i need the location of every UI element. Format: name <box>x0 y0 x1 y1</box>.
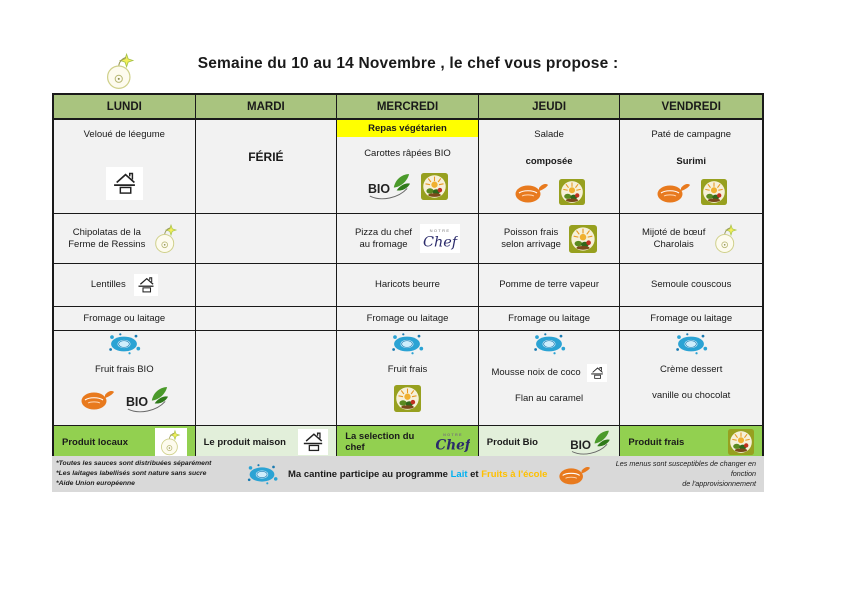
menu-item: Mijoté de bœuf <box>642 226 706 238</box>
menu-item: Haricots beurre <box>375 279 440 291</box>
milk-program-splat-icon <box>674 332 708 356</box>
homemade-icon <box>134 274 158 296</box>
program-lait: Lait <box>450 468 468 480</box>
cell-mercredi-plat <box>337 214 479 264</box>
local-product-icon <box>713 223 740 254</box>
cell-mardi-side <box>196 264 338 307</box>
program-fruits: Fruits à l'école <box>481 468 548 480</box>
bio-icon <box>569 429 611 456</box>
local-product-icon <box>153 223 180 254</box>
cell-mercredi-entree <box>337 120 479 214</box>
cell-vendredi-entree <box>620 120 762 214</box>
cell-lundi-side <box>54 264 196 307</box>
program-statement <box>246 462 591 487</box>
program-et: et <box>470 468 479 480</box>
legend-local <box>54 426 196 458</box>
cell-mercredi-fromage <box>337 307 479 331</box>
menu-item: Pizza du chef <box>354 226 413 238</box>
cell-lundi-dessert <box>54 331 196 426</box>
menu-table <box>52 93 764 460</box>
day-header-mercredi: MERCREDI <box>337 95 479 120</box>
chef-selection-icon <box>436 429 470 455</box>
menu-item: Surimi <box>676 155 706 167</box>
legend-label: Produit frais <box>628 436 685 448</box>
footer-bar <box>52 456 764 492</box>
bio-icon <box>125 385 169 414</box>
day-header-jeudi: JEUDI <box>479 95 621 120</box>
cell-mercredi-side <box>337 264 479 307</box>
program-prefix: Ma cantine participe au programme <box>288 468 448 480</box>
milk-program-splat-icon <box>390 332 424 356</box>
menu-item: Pomme de terre vapeur <box>499 279 599 291</box>
menu-item: composée <box>525 155 573 167</box>
cell-jeudi-entree <box>479 120 621 214</box>
legend-label: Produit locaux <box>62 436 128 448</box>
menu-item: Carottes râpées BIO <box>364 148 451 159</box>
legend-label: Produit Bio <box>486 436 538 448</box>
footnote: *Aide Union européenne <box>56 479 135 487</box>
menu-item: Ferme de Ressins <box>68 238 146 250</box>
legend-chef <box>337 426 479 458</box>
day-header-lundi: LUNDI <box>54 95 196 120</box>
milk-program-splat-icon <box>107 332 141 356</box>
milk-program-splat-icon <box>246 463 278 486</box>
day-header-mardi: MARDI <box>196 95 338 120</box>
cell-vendredi-dessert <box>620 331 762 426</box>
menu-disclaimer <box>591 459 764 489</box>
cell-mercredi-dessert <box>337 331 479 426</box>
menu-item: selon arrivage <box>501 238 561 250</box>
legend-label: Le produit maison <box>203 436 286 448</box>
cell-lundi-entree <box>54 120 196 214</box>
menu-item: Crème dessert <box>660 364 723 375</box>
cell-mardi-dessert <box>196 331 338 426</box>
homemade-icon <box>587 364 607 382</box>
menu-item: Fromage ou laitage <box>366 312 449 324</box>
milk-program-splat-icon <box>532 332 566 356</box>
menu-item: Paté de campagne <box>651 129 732 140</box>
menu-item: Veloué de léegume <box>83 129 165 140</box>
menu-item: Poisson frais <box>503 226 559 238</box>
menu-item: au fromage <box>359 238 408 250</box>
bio-icon <box>367 172 411 201</box>
cell-jeudi-side <box>479 264 621 307</box>
orange-pot-icon <box>557 462 591 487</box>
menu-item: Mousse noix de coco <box>491 367 581 379</box>
homemade-icon <box>298 429 328 455</box>
cell-mardi-fromage <box>196 307 338 331</box>
menu-item: Lentilles <box>90 279 126 291</box>
menu-item: Fruit frais <box>387 364 428 375</box>
fresh-product-icon <box>421 173 448 200</box>
menu-item: Fromage ou laitage <box>508 312 591 324</box>
cell-lundi-plat <box>54 214 196 264</box>
homemade-icon <box>106 167 143 200</box>
fresh-product-icon <box>701 179 727 205</box>
cell-vendredi-fromage <box>620 307 762 331</box>
local-product-icon <box>155 428 187 457</box>
footnotes <box>52 459 242 489</box>
fresh-product-icon <box>728 429 754 455</box>
menu-item: vanille ou chocolat <box>652 389 731 401</box>
fresh-product-icon <box>569 225 597 253</box>
cell-vendredi-side <box>620 264 762 307</box>
legend-frais <box>620 426 762 458</box>
menu-item: Charolais <box>653 238 694 250</box>
orange-pot-icon <box>79 386 115 412</box>
disclaimer-line: de l'approvisionnement <box>682 479 756 489</box>
cell-mardi-plat <box>196 214 338 264</box>
cell-jeudi-fromage <box>479 307 621 331</box>
page-title: Semaine du 10 au 14 Novembre , le chef vous propose : <box>197 55 619 72</box>
legend-maison <box>196 426 338 458</box>
holiday-label: FÉRIÉ <box>248 150 284 164</box>
menu-item: Salade <box>534 129 564 140</box>
cell-mardi-entree <box>196 120 338 214</box>
cell-lundi-fromage <box>54 307 196 331</box>
day-header-vendredi: VENDREDI <box>620 95 762 120</box>
fresh-product-icon <box>559 179 585 205</box>
menu-item: Chipolatas de la <box>72 226 141 238</box>
legend-bio <box>479 426 621 458</box>
menu-item: Semoule couscous <box>651 279 732 291</box>
program-text <box>288 469 547 480</box>
chef-selection-icon <box>420 224 460 253</box>
orange-pot-icon <box>655 179 691 205</box>
menu-item: Fruit frais BIO <box>95 364 154 375</box>
legend-label: La selection du chef <box>345 431 415 453</box>
fresh-product-icon <box>394 385 421 412</box>
menu-item: Fromage ou laitage <box>650 312 733 324</box>
footnote: *Les laitages labellisés sont nature sans sucre <box>56 470 207 478</box>
cell-jeudi-dessert <box>479 331 621 426</box>
vegetarian-banner: Repas végétarien <box>337 120 478 137</box>
disclaimer-line: Les menus sont susceptibles de changer en fonction <box>615 458 756 478</box>
menu-item: Fromage ou laitage <box>83 312 166 324</box>
menu-item: Flan au caramel <box>515 393 584 404</box>
cell-vendredi-plat <box>620 214 762 264</box>
footnote: *Toutes les sauces sont distribuées séparément <box>56 460 212 468</box>
cell-jeudi-plat <box>479 214 621 264</box>
orange-pot-icon <box>513 179 549 205</box>
